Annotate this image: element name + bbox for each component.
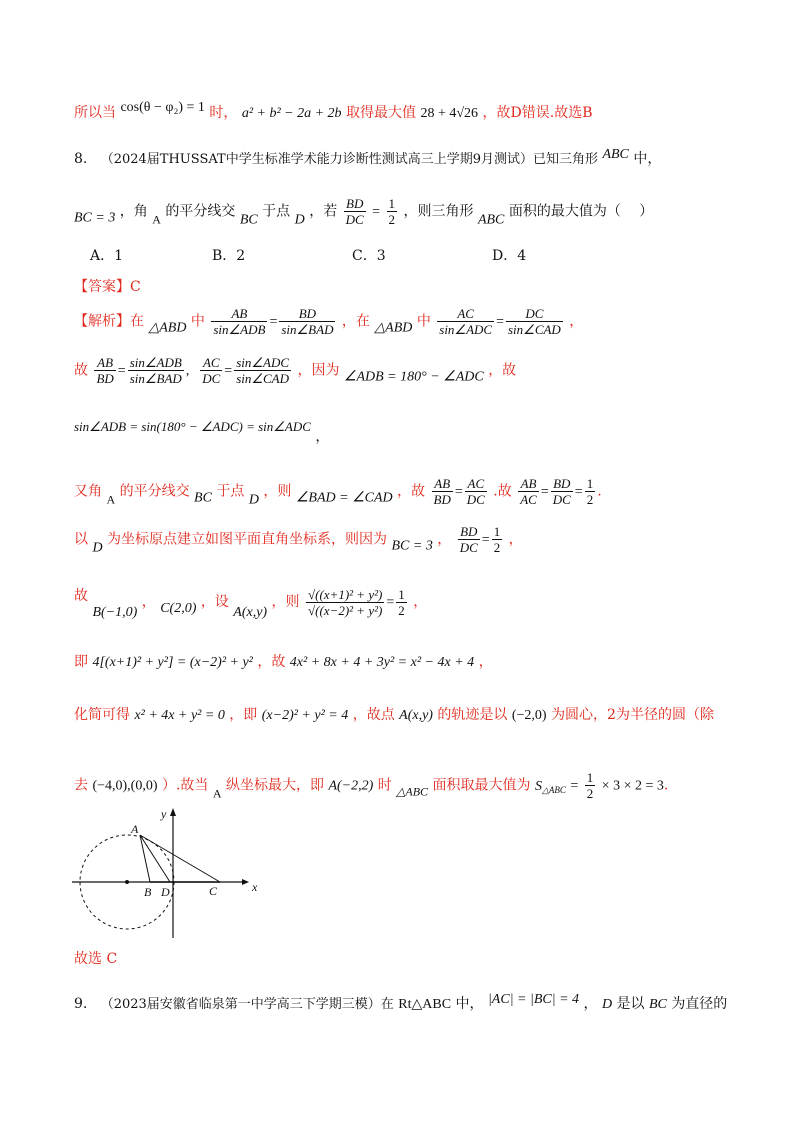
num: BD [458, 524, 480, 540]
label-x: x [252, 880, 258, 894]
text: 为圆心，2为半径的圆（除 [551, 707, 714, 723]
den: 2 [493, 540, 501, 555]
point-a: A(x,y) [233, 605, 268, 620]
text: 于点 [262, 203, 291, 220]
text: 的轨迹是以 [437, 707, 508, 723]
max-point: A(−2,2) [328, 778, 374, 794]
text: 时， [209, 105, 238, 121]
answer-line [74, 276, 740, 296]
num: 1 [388, 196, 396, 211]
label-y: y [161, 807, 167, 821]
segment-bc: BC [194, 490, 212, 506]
circle-center: (−2,0) [511, 708, 547, 723]
den: 2 [398, 602, 405, 618]
equation: 4[(x+1)² + y²] = (x−2)² + y² [92, 655, 253, 670]
solution-line8 [74, 704, 740, 724]
label-d: D [161, 885, 170, 899]
num: 1 [398, 586, 405, 602]
text: 取得最大值 [346, 105, 417, 121]
text: 又角 [74, 483, 102, 500]
num: AC [200, 355, 222, 371]
point-c: C(2,0) [160, 601, 197, 616]
given-bc: BC = 3 [74, 210, 116, 226]
angle-relation: ∠ADB = 180° − ∠ADC [343, 369, 484, 385]
text: ，即 [229, 707, 258, 723]
den: DC [202, 371, 221, 386]
question-source: （2023届安徽省临泉第一中学高三下学期三模）在 [100, 997, 394, 1012]
den: BD [433, 492, 451, 507]
equation: (x−2)² + y² = 4 [261, 708, 349, 723]
text: ，故 [257, 654, 286, 670]
text: ，则三角形 [403, 203, 474, 220]
den: 2 [586, 492, 594, 507]
num: sin∠ADB [129, 355, 182, 370]
solution-line2: 故 $\frac{AB}{BD}$ = $\frac{\text{sin∠ADB}}{\text{sin∠BAD}}$ , $\frac{AC}{DC}$ = $\frac{\text{sin∠ADC}}{\text{sin∠CAD}}$ ，因为 ∠ADB = 180° − ∠ADC ，故 [74, 355, 517, 386]
option-c[interactable]: C．3 [352, 248, 386, 264]
fraction [396, 587, 407, 618]
question-9-line1 [74, 992, 740, 1013]
den: DC [466, 492, 485, 507]
text: ， [569, 313, 584, 330]
text: ， [583, 996, 598, 1012]
question-8-line2 [74, 196, 740, 229]
segment-bc: BC [648, 997, 667, 1012]
option-a[interactable]: A．1 [90, 248, 124, 264]
text: 的平分线交 [165, 203, 236, 220]
fraction [279, 306, 335, 337]
num: BD [551, 476, 573, 492]
text: 为直径的 [671, 996, 728, 1012]
fraction [506, 306, 563, 337]
den: sin∠BAD [281, 322, 334, 337]
fraction [234, 355, 291, 386]
text: 纵坐标最大，即 [225, 777, 324, 794]
text: 为坐标原点建立如图平面直角坐标系，则因为 [107, 531, 388, 548]
previous-solution-line [74, 100, 740, 122]
text: .故 [493, 483, 512, 500]
point-b: B(−1,0) [92, 605, 138, 620]
solution-line9 [74, 770, 740, 802]
den: √((x−2)² + y²) [307, 602, 383, 618]
point-d: D [294, 212, 305, 228]
fraction [437, 306, 494, 337]
fraction [128, 355, 184, 386]
num: AB [211, 306, 267, 322]
fraction [458, 524, 480, 555]
text: ，则 [263, 483, 292, 500]
text: ，则 [271, 594, 300, 610]
text: 中， [455, 996, 484, 1012]
text: 在 [130, 313, 144, 330]
text: 所以当 [74, 105, 116, 121]
text: ，故D错误.故选B [482, 105, 593, 121]
angle-a: A [152, 212, 161, 227]
sine-identity: sin∠ADB = sin(180° − ∠ADC) = sin∠ADC [74, 419, 311, 434]
den: 2 [388, 212, 396, 227]
circle-center-dot [125, 880, 129, 884]
text: ， [508, 531, 523, 548]
num: AC [437, 306, 494, 322]
text: ，在 [341, 313, 370, 330]
text: 中 [190, 313, 205, 330]
den: sin∠ADC [439, 322, 493, 337]
text: 去 [74, 777, 88, 794]
text: 面积取最大值为 [432, 777, 531, 794]
excluded-points: (−4,0),(0,0) [92, 778, 158, 794]
num: 1 [493, 524, 501, 539]
question-source: （2024届THUSSAT中学生标准学术能力诊断性测试高三上学期9月测试）已知三角形 [100, 152, 598, 167]
text: 即 [74, 654, 88, 670]
distance-ratio [306, 587, 384, 618]
area-value: × 3 × 2 = 3 [601, 778, 664, 794]
answer-value: C [130, 279, 141, 295]
solution-line7 [74, 651, 740, 671]
den: BD [96, 371, 114, 386]
num: DC [506, 306, 563, 322]
text: 中， [633, 151, 662, 167]
point-d: D [248, 492, 259, 508]
text: ， [141, 594, 156, 610]
text: ，故 [397, 483, 426, 500]
max-value: 28 + 4√26 [420, 106, 479, 121]
solution-line6: 故 B(−1,0) ， C(2,0) ，设 A(x,y) ，则 $\frac{\text{√((x+1)² + y²)}}{\text{√((x−2)² + y²)}}$ = $\frac{1}{2}$ ， [74, 586, 428, 620]
den: sin∠CAD [508, 322, 561, 337]
expression: a² + b² − 2a + 2b [241, 106, 342, 121]
fraction [551, 476, 573, 507]
fraction [518, 476, 539, 507]
s-sub: △ABC [541, 784, 566, 795]
text: ，角 [119, 203, 148, 220]
area-symbol [535, 779, 566, 794]
option-d[interactable]: D．4 [492, 248, 527, 264]
text: . [597, 483, 602, 500]
final-answer: 故选 C [74, 951, 118, 967]
text: ，因为 [297, 362, 340, 379]
text: ， [413, 594, 428, 610]
text: ， [437, 531, 452, 548]
solution-line4: 又角 A 的平分线交 BC 于点 D ，则 ∠BAD = ∠CAD ，故 $\frac{AB}{BD}$ = $\frac{AC}{DC}$ .故 $\frac{AB}{AC}$ = $\frac{BD}{DC}$ = $\frac{1}{2}$ . [74, 476, 602, 508]
text: 是以 [616, 996, 645, 1012]
fraction [200, 355, 222, 386]
question-8-line1 [74, 147, 740, 168]
num: BD [279, 306, 335, 322]
equals: = [570, 778, 579, 794]
num: AC [465, 476, 487, 492]
text: 于点 [216, 483, 245, 500]
text: ）.故当 [161, 777, 209, 794]
num: BD [344, 196, 366, 212]
fraction [94, 355, 115, 386]
triangle: △ABC [396, 784, 429, 799]
ratio-fraction [344, 196, 366, 227]
text: 的平分线交 [119, 483, 190, 500]
given-bc: BC = 3 [391, 538, 433, 554]
half-fraction [387, 196, 398, 227]
text: 时 [377, 777, 392, 794]
den: 2 [586, 786, 594, 801]
den: DC [459, 540, 478, 555]
triangle-name: ABC [477, 212, 505, 228]
fraction [465, 476, 487, 507]
text: ， [315, 429, 330, 445]
solution-label: 【解析】 [74, 313, 130, 330]
label-b: B [144, 885, 152, 899]
text: ， [478, 654, 493, 670]
num: AB [518, 476, 539, 492]
den: sin∠CAD [236, 371, 290, 386]
den: sin∠BAD [129, 371, 182, 386]
text: . [663, 777, 669, 794]
num: 1 [586, 770, 594, 785]
text: 故 [74, 588, 88, 604]
s: S [534, 778, 542, 794]
right-triangle: Rt△ABC [398, 997, 452, 1012]
answer-label: 【答案】 [74, 279, 130, 295]
den: DC [345, 212, 364, 227]
equation: 4x² + 8x + 4 + 3y² = x² − 4x + 4 [289, 655, 475, 670]
segment-bc: BC [239, 212, 258, 228]
solution-line1: 【解析】在 △ABD 中 $\frac{AB}{\text{sin∠ADB}}$ = $\frac{BD}{\text{sin∠BAD}}$ ，在 △ABD 中 $\frac{AC}{\text{sin∠ADC}}$ = $\frac{DC}{\text{sin∠CAD}}$ ， [74, 306, 584, 337]
fraction [432, 476, 453, 507]
num: sin∠ADC [236, 355, 290, 370]
label-c: C [209, 884, 218, 898]
text: 化简可得 [74, 707, 130, 723]
fraction [585, 770, 596, 801]
triangle: △ABD [374, 320, 413, 336]
text: ，设 [200, 594, 229, 610]
coordinate-figure [70, 800, 270, 940]
angle-equality: ∠BAD = ∠CAD [295, 490, 393, 506]
point-d: D [601, 997, 613, 1012]
num: 1 [586, 476, 594, 491]
num: AB [94, 355, 115, 371]
text: 面积的最大值为（ ） [508, 203, 654, 220]
text: ，故 [488, 362, 517, 379]
point-a: A [212, 786, 222, 801]
segment-ac [140, 835, 220, 882]
x-axis-arrow [242, 879, 249, 885]
y-axis-arrow [170, 808, 176, 816]
den: AC [520, 492, 537, 507]
den: DC [552, 492, 571, 507]
point-a: A(x,y) [399, 708, 433, 723]
text: 故 [74, 362, 88, 379]
text: 中 [416, 313, 431, 330]
triangle-name: ABC [602, 147, 629, 162]
label-a: A [131, 822, 139, 836]
fraction [211, 306, 267, 337]
fraction [585, 476, 596, 507]
num: AB [432, 476, 453, 492]
solution-line5: 以 D 为坐标原点建立如图平面直角坐标系，则因为 BC = 3 ， $\frac{BD}{DC}$ = $\frac{1}{2}$ ， [74, 524, 523, 556]
condition: cos(θ − φ₂) = 1 [120, 100, 205, 115]
angle-a: A [106, 492, 116, 507]
question-number: 9. [74, 996, 88, 1012]
length-equality: |AC| = |BC| = 4 [487, 992, 580, 1007]
den: sin∠ADB [213, 322, 266, 337]
fraction [492, 524, 503, 555]
triangle: △ABD [148, 320, 187, 336]
question-number: 8. [74, 151, 88, 167]
solution-line3 [74, 419, 740, 446]
option-b[interactable]: B．2 [212, 248, 246, 264]
equation: x² + 4x + y² = 0 [134, 708, 225, 723]
text: ，若 [309, 203, 338, 220]
point-d: D [92, 540, 103, 556]
text: 以 [74, 531, 88, 548]
text: ，故点 [352, 707, 395, 723]
num: √((x+1)² + y²) [307, 586, 383, 602]
equals: = [372, 204, 381, 220]
